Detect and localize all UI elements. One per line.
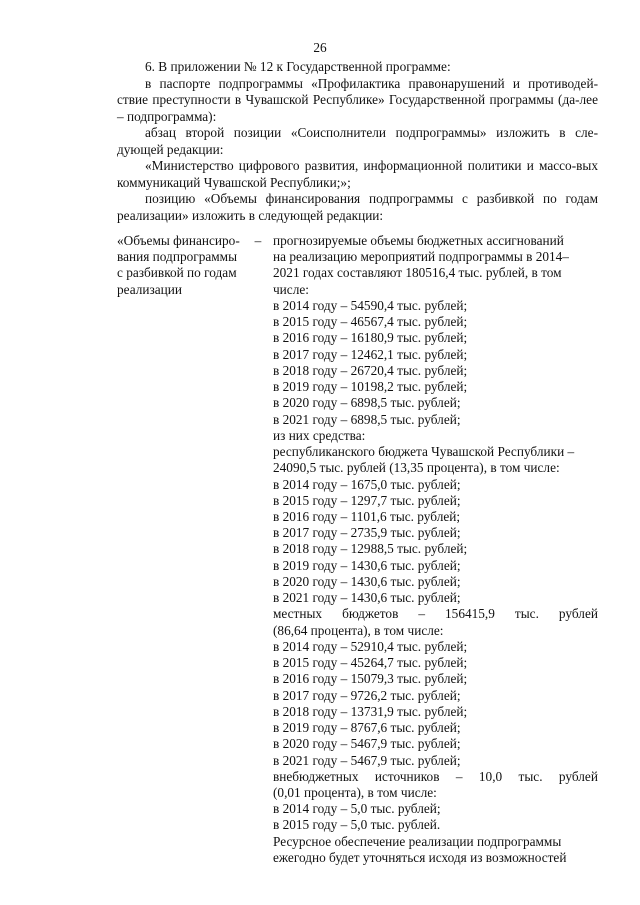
right-line: в 2019 году – 8767,6 тыс. рублей; — [273, 720, 461, 736]
word: – — [418, 606, 426, 622]
word: – — [455, 768, 463, 784]
word: 10,0 — [478, 768, 503, 784]
right-line: в 2017 году – 9726,2 тыс. рублей; — [273, 687, 461, 703]
right-line: в 2021 году – 6898,5 тыс. рублей; — [273, 411, 461, 427]
right-line: в 2020 году – 5467,9 тыс. рублей; — [273, 736, 461, 752]
right-line: республиканского бюджета Чувашской Республики – — [273, 444, 575, 460]
intro-paragraph: 6. В приложении № 12 к Государственной программе: — [145, 59, 451, 74]
left-line: вания подпрограммы — [117, 249, 238, 265]
word: внебюджетных — [273, 768, 359, 784]
intro-paragraph: позицию «Объемы финансирования подпрограммы с разбивкой по годам реализации» изложить в следующей редакции: — [117, 191, 598, 223]
right-line: в 2015 году – 5,0 тыс. рублей. — [273, 817, 441, 833]
table-separator: – — [254, 233, 262, 248]
right-line: в 2014 году – 52910,4 тыс. рублей; — [273, 638, 468, 654]
right-line: в 2017 году – 2735,9 тыс. рублей; — [273, 525, 461, 541]
right-line — [273, 769, 598, 785]
right-line: в 2015 году – 45264,7 тыс. рублей; — [273, 655, 468, 671]
right-line: в 2015 году – 46567,4 тыс. рублей; — [273, 314, 468, 330]
table-right-column — [273, 233, 598, 866]
word: бюджетов — [342, 606, 399, 622]
right-line: в 2017 году – 12462,1 тыс. рублей; — [273, 346, 468, 362]
right-line: числе: — [273, 281, 309, 297]
word: источников — [374, 768, 440, 784]
right-line: в 2021 году – 1430,6 тыс. рублей; — [273, 590, 461, 606]
left-line: реализации — [117, 281, 182, 297]
page-number: 26 — [313, 40, 327, 55]
word: рублей — [558, 606, 598, 622]
right-line: 24090,5 тыс. рублей (13,35 процента), в том числе: — [273, 460, 560, 476]
right-line: в 2016 году – 1101,6 тыс. рублей; — [273, 508, 461, 524]
intro-text — [117, 59, 598, 224]
right-line: в 2020 году – 1430,6 тыс. рублей; — [273, 573, 461, 589]
intro-paragraph: «Министерство цифрового развития, информационной политики и массо-вых коммуникаций Чувашской Республики;»; — [117, 158, 598, 190]
right-line: в 2014 году – 5,0 тыс. рублей; — [273, 801, 441, 817]
right-line: в 2018 году – 26720,4 тыс. рублей; — [273, 362, 468, 378]
right-line: в 2021 году – 5467,9 тыс. рублей; — [273, 752, 461, 768]
right-line: в 2018 году – 12988,5 тыс. рублей; — [273, 541, 468, 557]
right-line: (86,64 процента), в том числе: — [273, 622, 444, 638]
right-line: на реализацию мероприятий подпрограммы в 2014– — [273, 249, 569, 265]
word: местных — [273, 606, 323, 622]
right-line: в 2018 году – 13731,9 тыс. рублей; — [273, 703, 468, 719]
right-line: Ресурсное обеспечение реализации подпрограммы — [273, 833, 562, 849]
word: рублей — [558, 768, 598, 784]
right-line: в 2014 году – 54590,4 тыс. рублей; — [273, 297, 468, 313]
right-line: в 2016 году – 16180,9 тыс. рублей; — [273, 330, 468, 346]
word: тыс. — [518, 768, 543, 784]
right-line: из них средства: — [273, 427, 366, 443]
intro-paragraph: абзац второй позиции «Соисполнители подпрограммы» изложить в сле-дующей редакции: — [117, 125, 598, 157]
right-line: (0,01 процента), в том числе: — [273, 784, 437, 800]
word: 156415,9 — [445, 606, 495, 622]
right-line — [273, 606, 598, 622]
word: тыс. — [514, 606, 539, 622]
right-line: в 2016 году – 15079,3 тыс. рублей; — [273, 671, 468, 687]
right-line: в 2015 году – 1297,7 тыс. рублей; — [273, 492, 461, 508]
table-left-column — [117, 233, 245, 298]
right-line: в 2020 году – 6898,5 тыс. рублей; — [273, 395, 461, 411]
right-line: в 2019 году – 10198,2 тыс. рублей; — [273, 379, 468, 395]
right-line: в 2014 году – 1675,0 тыс. рублей; — [273, 476, 461, 492]
intro-paragraph: в паспорте подпрограммы «Профилактика правонарушений и противодей-ствие преступности в Чувашской Республике» Государственной программы (да-лее – подпрограмма): — [117, 75, 598, 124]
left-line: «Объемы финансиро- — [117, 233, 240, 248]
left-line: с разбивкой по годам — [117, 265, 237, 281]
right-line: 2021 годах составляют 180516,4 тыс. рублей, в том — [273, 265, 562, 281]
right-line: ежегодно будет уточняться исходя из возможностей — [273, 849, 567, 865]
right-line: прогнозируемые объемы бюджетных ассигнований — [273, 233, 564, 248]
right-line: в 2019 году – 1430,6 тыс. рублей; — [273, 557, 461, 573]
